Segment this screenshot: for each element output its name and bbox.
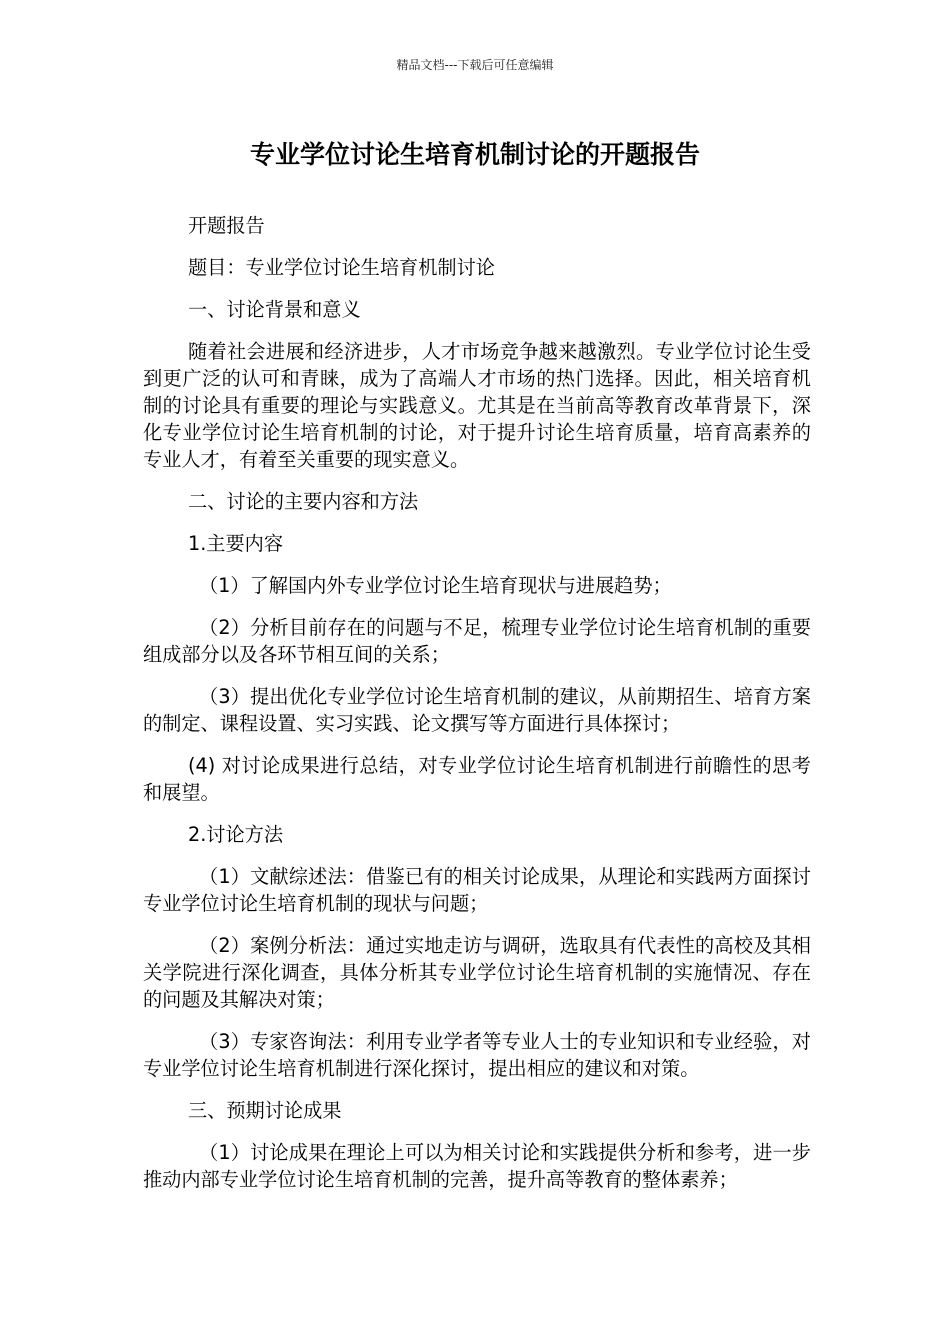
section-heading-2: 二、讨论的主要内容和方法 <box>188 490 419 513</box>
content-item-4: (4) 对讨论成果进行总结，对专业学位讨论生培育机制进行前瞻性的思考和展望。 <box>143 754 811 804</box>
document-body <box>143 212 811 1208</box>
method-item-1: （1）文献综述法：借鉴已有的相关讨论成果，从理论和实践两方面探讨专业学位讨论生培育机制的现状与问题； <box>143 865 811 915</box>
content-item-3: （3）提出优化专业学位讨论生培育机制的建议，从前期招生、培育方案的制定、课程设置、实习实践、论文撰写等方面进行具体探讨； <box>143 685 811 735</box>
method-item-3: （3）专家咨询法：利用专业学者等专业人士的专业知识和专业经验，对专业学位讨论生培育机制进行深化探讨，提出相应的建议和对策。 <box>143 1030 811 1080</box>
subheading-main-content: 1.主要内容 <box>188 532 284 555</box>
method-item-2: （2）案例分析法：通过实地走访与调研，选取具有代表性的高校及其相关学院进行深化调查，具体分析其专业学位讨论生培育机制的实施情况、存在的问题及其解决对策； <box>143 934 811 1011</box>
document-title: 专业学位讨论生培育机制讨论的开题报告 <box>249 140 700 169</box>
outcome-item-1: （1）讨论成果在理论上可以为相关讨论和实践提供分析和参考，进一步推动内部专业学位讨论生培育机制的完善，提升高等教育的整体素养； <box>143 1141 811 1191</box>
content-item-2: （2）分析目前存在的问题与不足，梳理专业学位讨论生培育机制的重要组成部分以及各环节相互间的关系； <box>143 616 811 666</box>
report-label: 开题报告 <box>188 214 265 237</box>
topic-line: 题目：专业学位讨论生培育机制讨论 <box>188 256 495 279</box>
content-item-1: （1）了解国内外专业学位讨论生培育现状与进展趋势； <box>199 574 672 597</box>
subheading-methods: 2.讨论方法 <box>188 823 284 846</box>
section-heading-3: 三、预期讨论成果 <box>188 1099 342 1122</box>
background-paragraph: 随着社会进展和经济进步，人才市场竞争越来越激烈。专业学位讨论生受到更广泛的认可和青睐，成为了高端人才市场的热门选择。因此，相关培育机制的讨论具有重要的理论与实践意义。尤其是在当前高等教育改革背景下，深化专业学位讨论生培育机制的讨论，对于提升讨论生培育质量，培育高素养的专业人才，有着至关重要的现实意义。 <box>143 340 811 471</box>
section-heading-1: 一、讨论背景和意义 <box>188 298 361 321</box>
header-note: 精品文档---下载后可任意编辑 <box>396 58 554 72</box>
